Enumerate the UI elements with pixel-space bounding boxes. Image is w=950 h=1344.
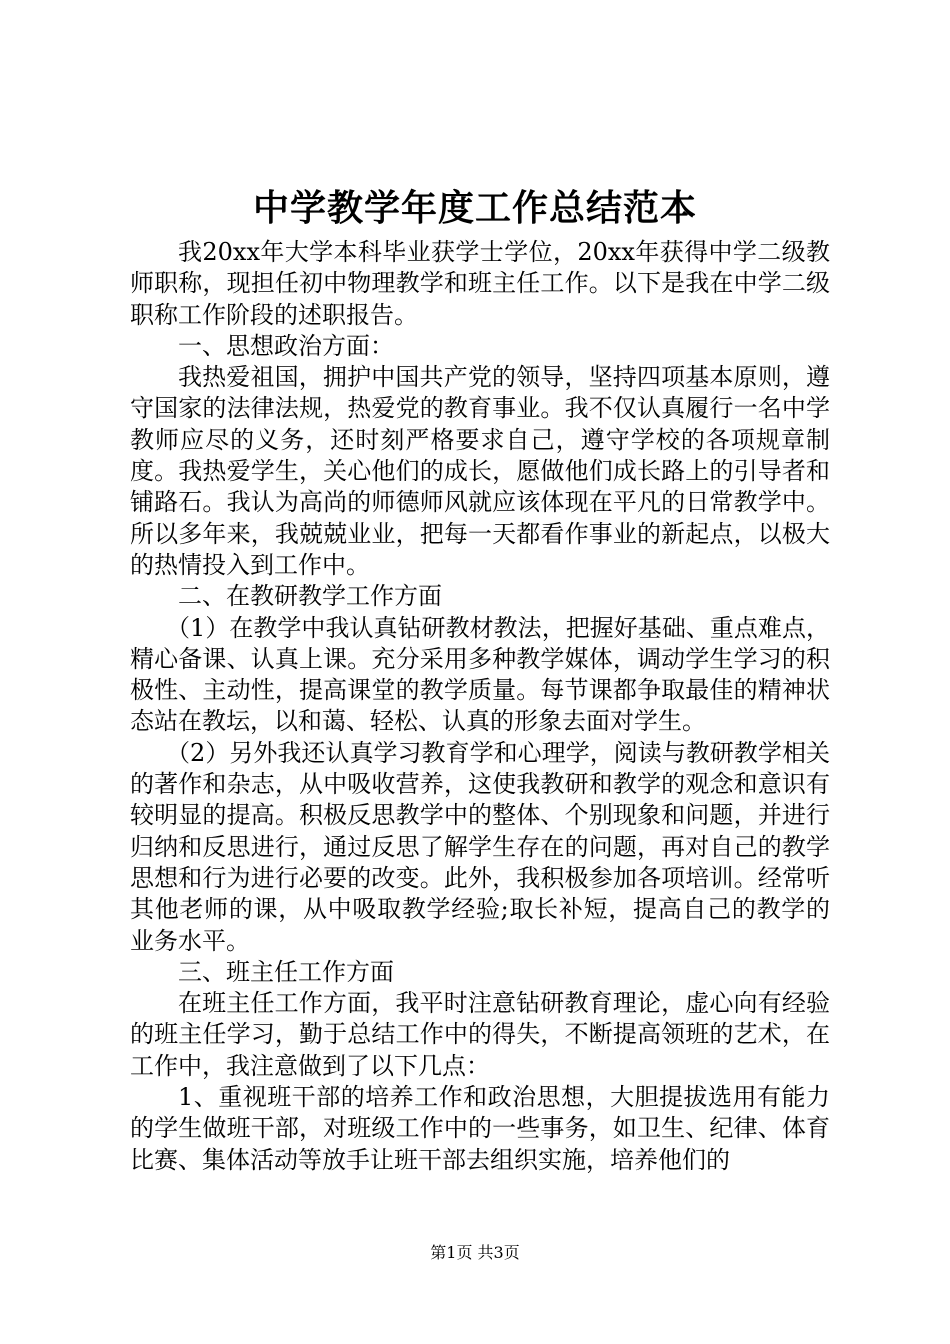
teaching-item-2: （2）另外我还认真学习教育学和心理学，阅读与教研教学相关的著作和杂志，从中吸收营养，这使我教研和教学的观念和意识有较明显的提高。积极反思教学中的整体、个别现象和问题，并进行归纳和反思进行，通过反思了解学生存在的问题，再对自己的教学思想和行为进行必要的改变。此外，我积极参加各项培训。经常听其他老师的课，从中吸取教学经验;取长补短，提高自己的教学的业务水平。 [130, 738, 830, 955]
document-body [130, 237, 830, 1176]
teaching-item-1: （1）在教学中我认真钻研教材教法，把握好基础、重点难点，精心备课、认真上课。充分采用多种教学媒体，调动学生学习的积极性、主动性，提高课堂的教学质量。每节课都争取最佳的精神状态站在教坛，以和蔼、轻松、认真的形象去面对学生。 [130, 613, 830, 736]
document-title: 中学教学年度工作总结范本 [252, 187, 697, 229]
class-teacher-paragraph: 在班主任工作方面，我平时注意钻研教育理论，虚心向有经验的班主任学习，勤于总结工作中的得失，不断提高领班的艺术，在工作中，我注意做到了以下几点： [130, 989, 830, 1080]
intro-paragraph: 我20xx年大学本科毕业获学士学位，20xx年获得中学二级教师职称，现担任初中物理教学和班主任工作。以下是我在中学二级职称工作阶段的述职报告。 [130, 238, 830, 329]
page-number-footer: 第1页 共3页 [430, 1243, 520, 1262]
class-teacher-item-1: 1、重视班干部的培养工作和政治思想，大胆提拔选用有能力的学生做班干部，对班级工作中的一些事务，如卫生、纪律、体育比赛、集体活动等放手让班干部去组织实施，培养他们的 [130, 1083, 830, 1174]
section-heading-teaching: 二、在教研教学工作方面 [178, 582, 442, 611]
section-heading-class-teacher: 三、班主任工作方面 [178, 957, 394, 986]
politics-paragraph: 我热爱祖国，拥护中国共产党的领导，坚持四项基本原则，遵守国家的法律法规，热爱党的教育事业。我不仅认真履行一名中学教师应尽的义务，还时刻严格要求自己，遵守学校的各项规章制度。我热爱学生，关心他们的成长，愿做他们成长路上的引导者和铺路石。我认为高尚的师德师风就应该体现在平凡的日常教学中。所以多年来，我兢兢业业，把每一天都看作事业的新起点，以极大的热情投入到工作中。 [130, 363, 830, 579]
section-heading-politics: 一、思想政治方面： [178, 331, 394, 360]
